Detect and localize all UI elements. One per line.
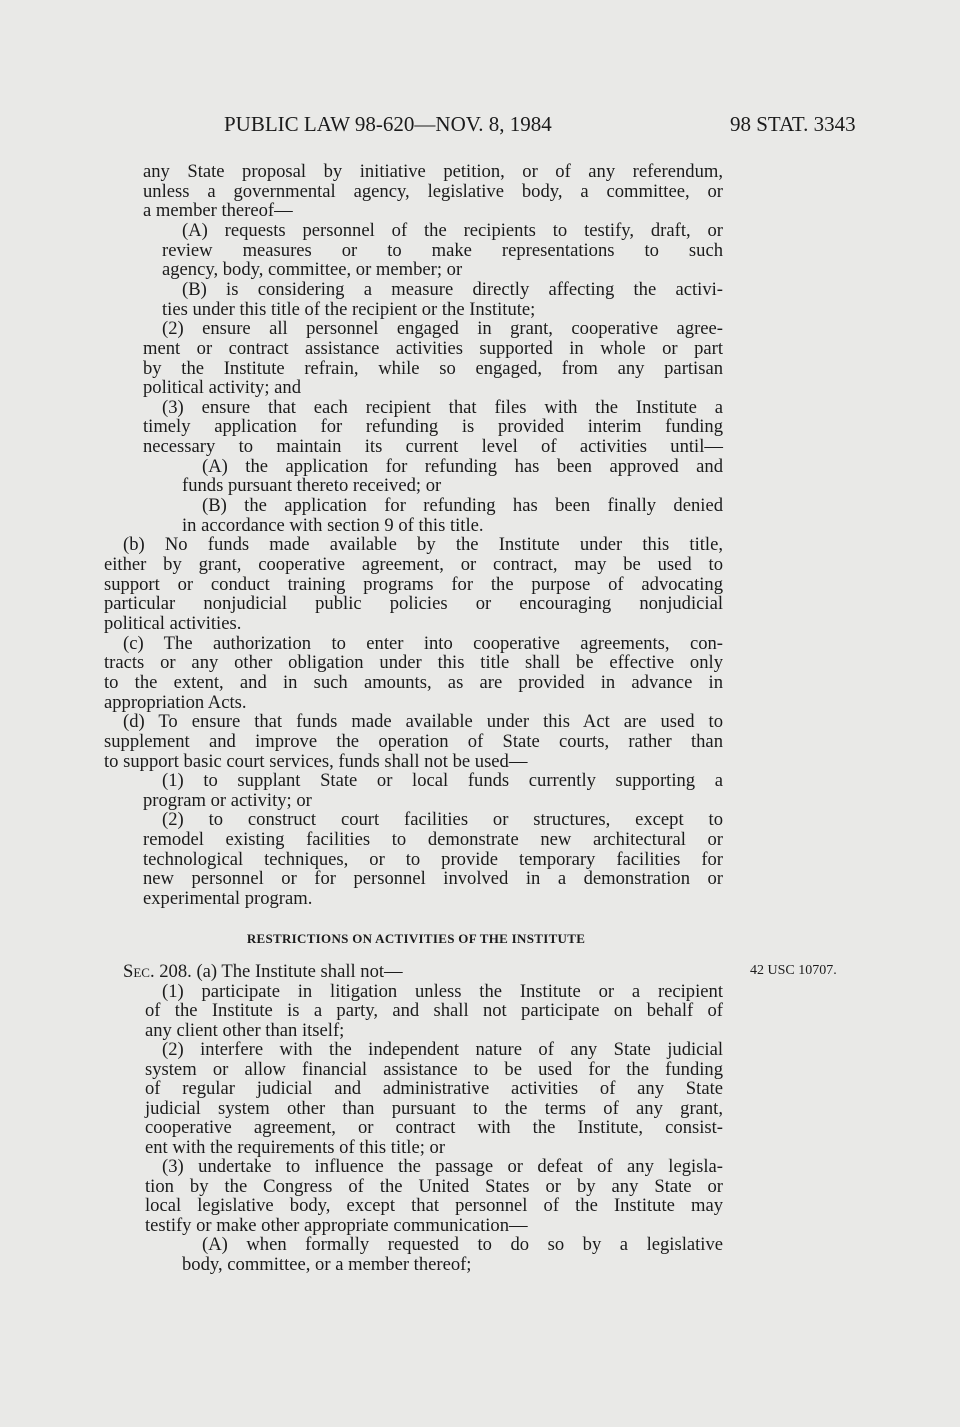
text-line: particular nonjudicial public policies or encouraging nonjudicial bbox=[104, 593, 723, 615]
text-line: (b) No funds made available by the Institute under this title, bbox=[123, 534, 723, 556]
text-line: tracts or any other obligation under this title shall be effective only bbox=[104, 652, 723, 674]
text-line: by the Institute refrain, while so engaged, from any partisan bbox=[143, 357, 723, 379]
text-line: tion by the Congress of the United States or by any State or bbox=[145, 1175, 723, 1197]
text-line: any client other than itself; bbox=[145, 1019, 345, 1041]
text-line: ties under this title of the recipient or the Institute; bbox=[162, 298, 536, 320]
text-line: support or conduct training programs for the purpose of advocating bbox=[104, 573, 723, 595]
text-line: judicial system other than pursuant to the terms of any grant, bbox=[145, 1097, 723, 1119]
text-line: funds pursuant thereto received; or bbox=[182, 475, 442, 497]
text-line: system or allow financial assistance to be used for the funding bbox=[145, 1058, 723, 1080]
text-line: (1) participate in litigation unless the Institute or a recipient bbox=[162, 980, 723, 1002]
text-line: (B) the application for refunding has been finally denied bbox=[202, 495, 723, 517]
text-line: necessary to maintain its current level of activities until— bbox=[143, 436, 723, 458]
page-header-title: PUBLIC LAW 98-620—NOV. 8, 1984 bbox=[224, 112, 552, 136]
margin-note-usc: 42 USC 10707. bbox=[750, 963, 837, 978]
text-line: (A) requests personnel of the recipients to testify, draft, or bbox=[182, 219, 723, 241]
text-line: appropriation Acts. bbox=[104, 691, 247, 713]
text-line: to support basic court services, funds shall not be used— bbox=[104, 750, 528, 772]
text-line: (A) the application for refunding has been approved and bbox=[202, 455, 723, 477]
text-line: Sec. 208. (a) The Institute shall not— bbox=[123, 961, 403, 982]
text-line: supplement and improve the operation of State courts, rather than bbox=[104, 730, 723, 752]
text-line: (B) is considering a measure directly affecting the activi- bbox=[182, 278, 723, 300]
text-line: remodel existing facilities to demonstrate new architectural or bbox=[143, 829, 723, 851]
text-line: ent with the requirements of this title; or bbox=[145, 1136, 446, 1158]
text-line: new personnel or for personnel involved in a demonstration or bbox=[143, 868, 723, 890]
text-line: either by grant, cooperative agreement, or contract, may be used to bbox=[104, 554, 723, 575]
text-line: of the Institute is a party, and shall not participate on behalf of bbox=[145, 1000, 723, 1021]
text-line: (1) to supplant State or local funds currently supporting a bbox=[162, 770, 723, 792]
text-line: (2) to construct court facilities or structures, except to bbox=[162, 809, 723, 831]
text-line: a member thereof— bbox=[143, 200, 293, 222]
text-line: (d) To ensure that funds made available under this Act are used to bbox=[123, 711, 723, 733]
text-line: political activity; and bbox=[143, 377, 302, 399]
text-line: (3) undertake to influence the passage or defeat of any legisla- bbox=[162, 1156, 723, 1177]
text-line: (c) The authorization to enter into cooperative agreements, con- bbox=[123, 632, 723, 654]
text-line: in accordance with section 9 of this title. bbox=[182, 514, 484, 536]
text-line: cooperative agreement, or contract with the Institute, consist- bbox=[145, 1117, 723, 1138]
text-line: timely application for refunding is provided interim funding bbox=[143, 416, 723, 438]
text-line: local legislative body, except that personnel of the Institute may bbox=[145, 1195, 723, 1216]
text-line: ment or contract assistance activities supported in whole or part bbox=[143, 337, 723, 359]
page-header-stat-number: 98 STAT. 3343 bbox=[730, 112, 856, 136]
text-line: review measures or to make representations to such bbox=[162, 239, 723, 261]
text-line: testify or make other appropriate communication— bbox=[145, 1214, 528, 1236]
text-line: (2) ensure all personnel engaged in grant, cooperative agree- bbox=[162, 318, 723, 340]
text-line: to the extent, and in such amounts, as are provided in advance in bbox=[104, 671, 723, 693]
section-label: Sec. bbox=[123, 961, 155, 982]
text-line: technological techniques, or to provide temporary facilities for bbox=[143, 848, 723, 870]
text-line: experimental program. bbox=[143, 888, 313, 910]
text-line: any State proposal by initiative petition, or of any referendum, bbox=[143, 161, 723, 182]
text-line: political activities. bbox=[104, 612, 242, 634]
text-line: body, committee, or a member thereof; bbox=[182, 1253, 472, 1275]
text-line: (3) ensure that each recipient that files with the Institute a bbox=[162, 396, 723, 418]
text-line: (A) when formally requested to do so by a legislative bbox=[202, 1234, 723, 1255]
text-line: of regular judicial and administrative activities of any State bbox=[145, 1078, 723, 1099]
text-line: (2) interfere with the independent nature of any State judicial bbox=[162, 1039, 723, 1060]
text-line: unless a governmental agency, legislative body, a committee, or bbox=[143, 180, 723, 202]
section-heading: RESTRICTIONS ON ACTIVITIES OF THE INSTITUTE bbox=[246, 931, 586, 946]
text-line: program or activity; or bbox=[143, 789, 312, 811]
text-line: agency, body, committee, or member; or bbox=[162, 259, 463, 281]
